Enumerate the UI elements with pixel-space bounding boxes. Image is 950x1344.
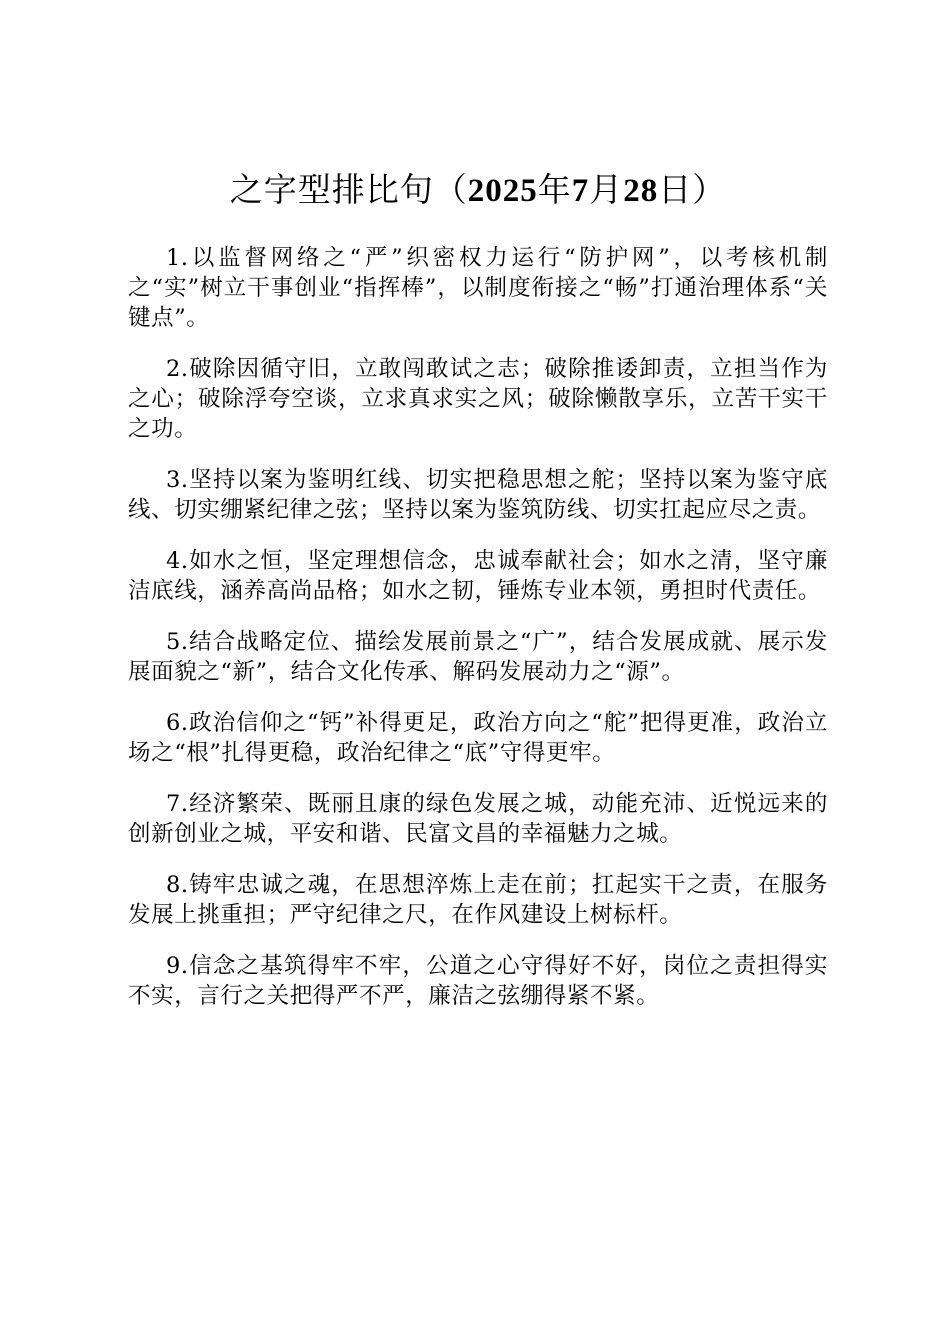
list-item: 5.结合战略定位、描绘发展前景之“广”，结合发展成就、展示发展面貌之“新”，结合文化传承、解码发展动力之“源”。 [128,629,828,685]
title-month-unit: 月 [589,170,624,209]
list-item: 1.以监督网络之“严”织密权力运行“防护网”，以考核机制之“实”树立干事创业“指挥棒”，以制度衔接之“畅”打通治理体系“关键点”。 [128,245,828,331]
title-prefix: 之字型排比句（ [229,170,468,209]
list-item: 2.破除因循守旧，立敢闯敢试之志；破除推诿卸责，立担当作为之心；破除浮夸空谈，立求真求实之风；破除懒散享乐，立苦干实干之功。 [128,356,828,442]
list-item: 8.铸牢忠诚之魂，在思想淬炼上走在前；扛起实干之责，在服务发展上挑重担；严守纪律之尺，在作风建设上树标杆。 [128,872,828,928]
title-year: 2025 [467,173,538,209]
title-year-unit: 年 [537,170,572,209]
list-item: 3.坚持以案为鉴明红线、切实把稳思想之舵；坚持以案为鉴守底线、切实绷紧纪律之弦；坚持以案为鉴筑防线、切实扛起应尽之责。 [128,467,828,523]
page-title [128,168,828,213]
sentence-list [128,243,828,1011]
list-item: 7.经济繁荣、既丽且康的绿色发展之城，动能充沛、近悦远来的创新创业之城，平安和谐、民富文昌的幸福魅力之城。 [128,791,828,847]
title-month: 7 [571,173,590,209]
list-item: 9.信念之基筑得牢不牢，公道之心守得好不好，岗位之责担得实不实，言行之关把得严不严，廉洁之弦绷得紧不紧。 [128,953,828,1009]
title-suffix: 日） [658,170,727,209]
title-day: 28 [623,173,659,209]
list-item: 6.政治信仰之“钙”补得更足，政治方向之“舵”把得更准，政治立场之“根”扎得更稳，政治纪律之“底”守得更牢。 [128,710,828,766]
list-item: 4.如水之恒，坚定理想信念，忠诚奉献社会；如水之清，坚守廉洁底线，涵养高尚品格；如水之韧，锤炼专业本领，勇担时代责任。 [128,548,828,604]
